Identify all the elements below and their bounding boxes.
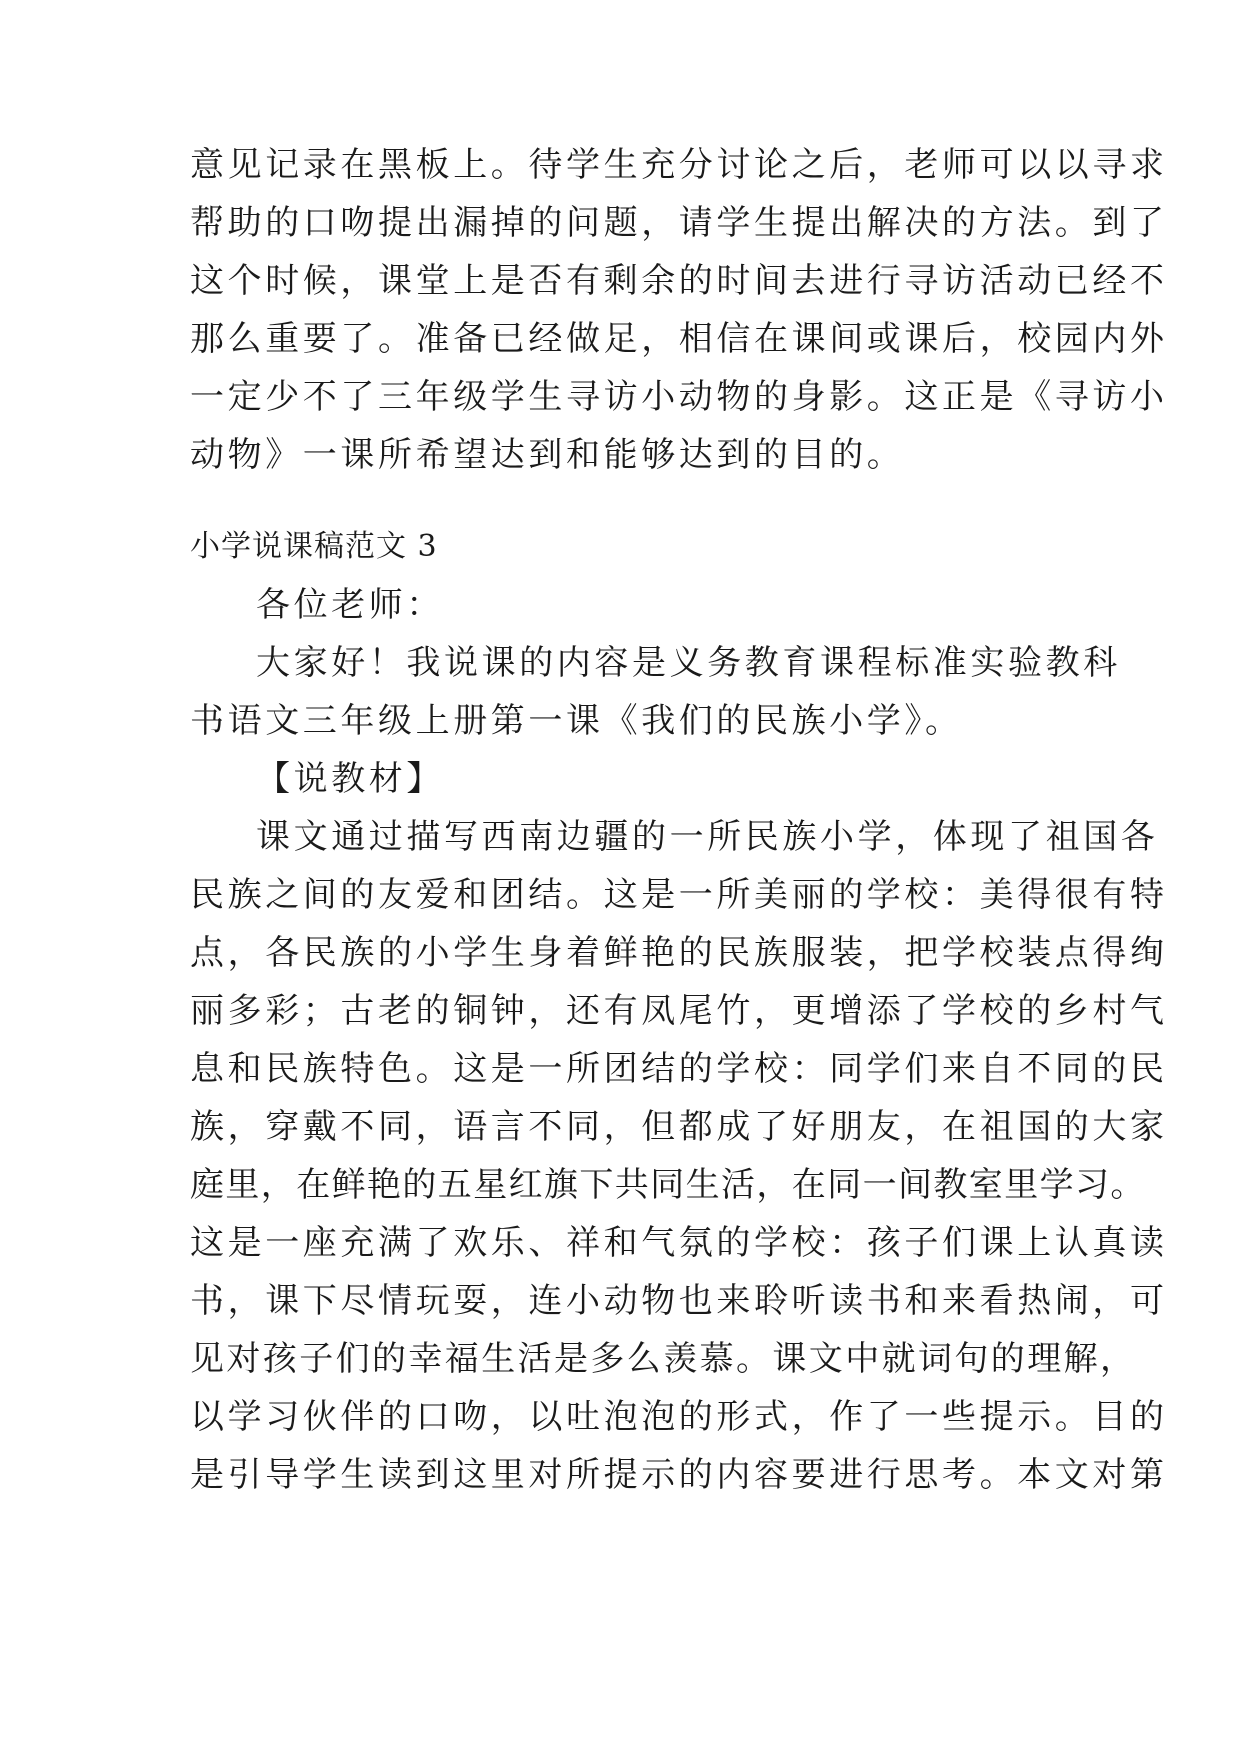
paragraph-line: 动物》一课所希望达到和能够达到的目的。 [190,435,905,475]
paragraph-line: 这个时候，课堂上是否有剩余的时间去进行寻访活动已经不 [190,261,1168,301]
paragraph-line: 一定少不了三年级学生寻访小动物的身影。这正是《寻访小 [190,377,1168,417]
paragraph-line: 是引导学生读到这里对所提示的内容要进行思考。本文对第 [190,1455,1168,1495]
paragraph-line: 民族之间的友爱和团结。这是一所美丽的学校：美得很有特 [190,875,1168,915]
paragraph-line: 族，穿戴不同，语言不同，但都成了好朋友，在祖国的大家 [190,1107,1168,1147]
subheading: 【说教材】 [256,759,444,799]
paragraph-line: 意见记录在黑板上。待学生充分讨论之后，老师可以以寻求 [190,145,1168,185]
paragraph-line: 以学习伙伴的口吻，以吐泡泡的形式，作了一些提示。目的 [190,1397,1168,1437]
paragraph-line: 那么重要了。准备已经做足，相信在课间或课后，校园内外 [190,319,1168,359]
paragraph-line: 息和民族特色。这是一所团结的学校：同学们来自不同的民 [190,1049,1168,1089]
paragraph-line: 丽多彩；古老的铜钟，还有凤尾竹，更增添了学校的乡村气 [190,991,1168,1031]
paragraph-line: 帮助的口吻提出漏掉的问题，请学生提出解决的方法。到了 [190,203,1168,243]
paragraph-line: 书语文三年级上册第一课《我们的民族小学》。 [190,701,963,741]
paragraph-line: 书，课下尽情玩耍，连小动物也来聆听读书和来看热闹，可 [190,1281,1168,1321]
paragraph-line: 课文通过描写西南边疆的一所民族小学，体现了祖国各 [256,817,1159,857]
greeting: 各位老师： [256,585,444,625]
paragraph-line: 大家好！我说课的内容是义务教育课程标准实验教科 [256,643,1121,683]
paragraph-line: 这是一座充满了欢乐、祥和气氛的学校：孩子们课上认真读 [190,1223,1168,1263]
paragraph-line: 见对孩子们的幸福生活是多么羡慕。课文中就词句的理解， [190,1339,1137,1379]
paragraph-line: 点，各民族的小学生身着鲜艳的民族服装，把学校装点得绚 [190,933,1168,973]
paragraph-line: 庭里，在鲜艳的五星红旗下共同生活，在同一间教室里学习。 [190,1165,1146,1205]
section-title: 小学说课稿范文 3 [190,529,438,564]
